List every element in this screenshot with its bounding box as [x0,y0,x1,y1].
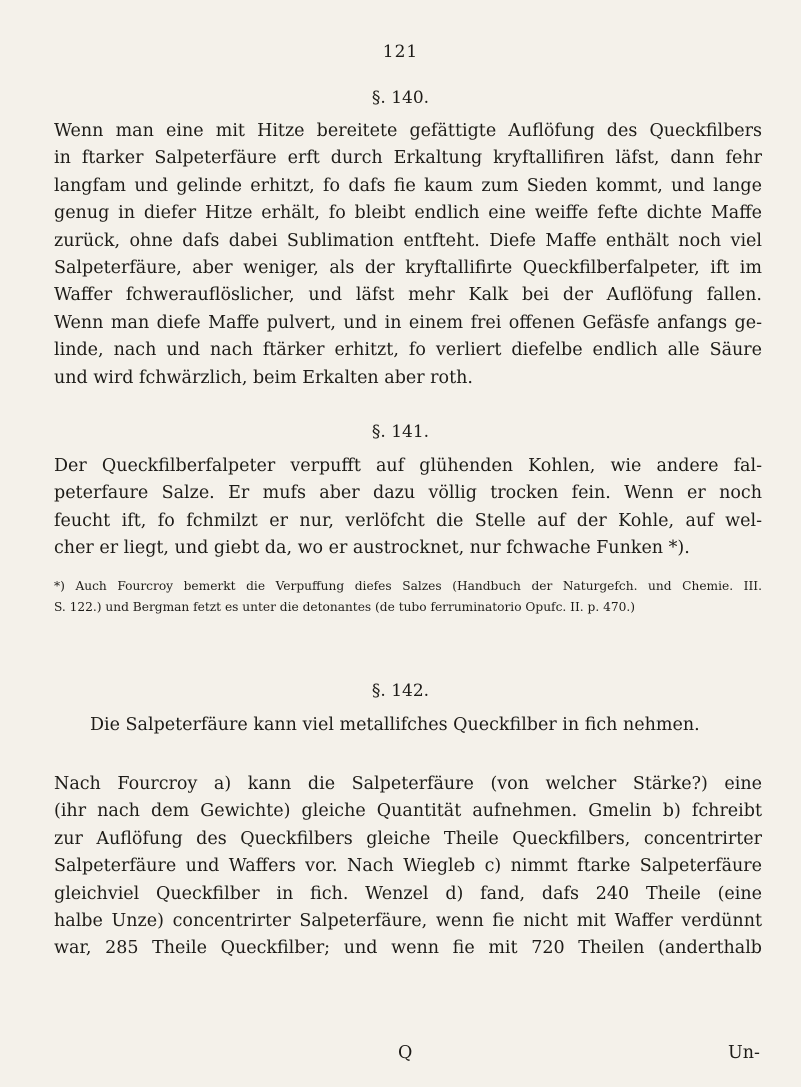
text-line: cher er liegt, und giebt da, wo er austrocknet, nur fchwache Funken *). [54,538,690,559]
footnote [54,576,762,618]
section-heading-142: §. 142. [371,681,430,701]
paragraph-142 [54,771,762,963]
text-line: langfam und gelinde erhitzt, fo dafs fie kaum zum Sieden kommt, und lange [54,175,762,196]
text-line: Der Queckfilberfalpeter verpufft auf glühenden Kohlen, wie andere fal- [54,456,762,476]
paragraph-141 [54,453,762,563]
signature-mark: Q [398,1043,413,1063]
footnote-line: *) Auch Fourcroy bemerkt die Verpuffung diefes Salzes (Handbuch der Naturgefch. und Chemie. III. [54,579,762,593]
text-line: Salpeterfäure, aber weniger, als der kryftallifirte Queckfilberfalpeter, ift im [54,257,762,278]
section-heading-140: §. 140. [371,88,430,108]
catchword: Un- [728,1043,760,1063]
section-heading-141: §. 141. [371,422,430,442]
text-line: peterfaure Salze. Er mufs aber dazu völlig trocken fein. Wenn er noch [54,483,762,504]
paragraph-142-intro [90,712,762,739]
text-line: Wenn man diefe Maffe pulvert, und in einem frei offenen Gefäsfe anfangs ge- [54,312,762,333]
text-line: genug in diefer Hitze erhält, fo bleibt endlich eine weiffe fefte dichte Maffe [54,203,762,224]
text-line: linde, nach und nach ftärker erhitzt, fo verliert diefelbe endlich alle Säure [54,340,762,361]
text-line: zurück, ohne dafs dabei Sublimation entfteht. Diefe Maffe enthält noch viel [54,230,762,251]
text-line: (ihr nach dem Gewichte) gleiche Quantität aufnehmen. Gmelin b) fchreibt [54,801,762,822]
footnote-line: S. 122.) und Bergman fetzt es unter die detonantes (de tubo ferruminatorio Opufc. II. p. 470.) [54,600,635,614]
text-line: war, 285 Theile Queckfilber; und wenn fie mit 720 Theilen (anderthalb [54,938,762,959]
text-line: Salpeterfäure und Waffers vor. Nach Wiegleb c) nimmt ftarke Salpeterfäure [54,856,762,877]
page-number: 121 [382,42,419,62]
text-line: zur Auflöfung des Queckfilbers gleiche Theile Queckfilbers, concentrirter [54,828,762,849]
text-line: Die Salpeterfäure kann viel metallifches Queckfilber in fich nehmen. [90,715,700,735]
text-line: halbe Unze) concentrirter Salpeterfäure, wenn fie nicht mit Waffer verdünnt [54,910,762,931]
text-line: Waffer fchwerauflöslicher, und läfst mehr Kalk bei der Auflöfung fallen. [54,285,762,306]
text-line: in ftarker Salpeterfäure erft durch Erkaltung kryftallifiren läfst, dann fehr [54,148,762,169]
paragraph-140 [54,118,762,392]
text-line: gleichviel Queckfilber in fich. Wenzel d) fand, dafs 240 Theile (eine [54,883,762,904]
text-line: und wird fchwärzlich, beim Erkalten aber roth. [54,367,473,388]
text-line: Nach Fourcroy a) kann die Salpeterfäure (von welcher Stärke?) eine [54,774,762,794]
text-line: feucht ift, fo fchmilzt er nur, verlöfcht die Stelle auf der Kohle, auf wel- [54,510,762,531]
text-line: Wenn man eine mit Hitze bereitete gefättigte Auflöfung des Queckfilbers [54,121,762,141]
